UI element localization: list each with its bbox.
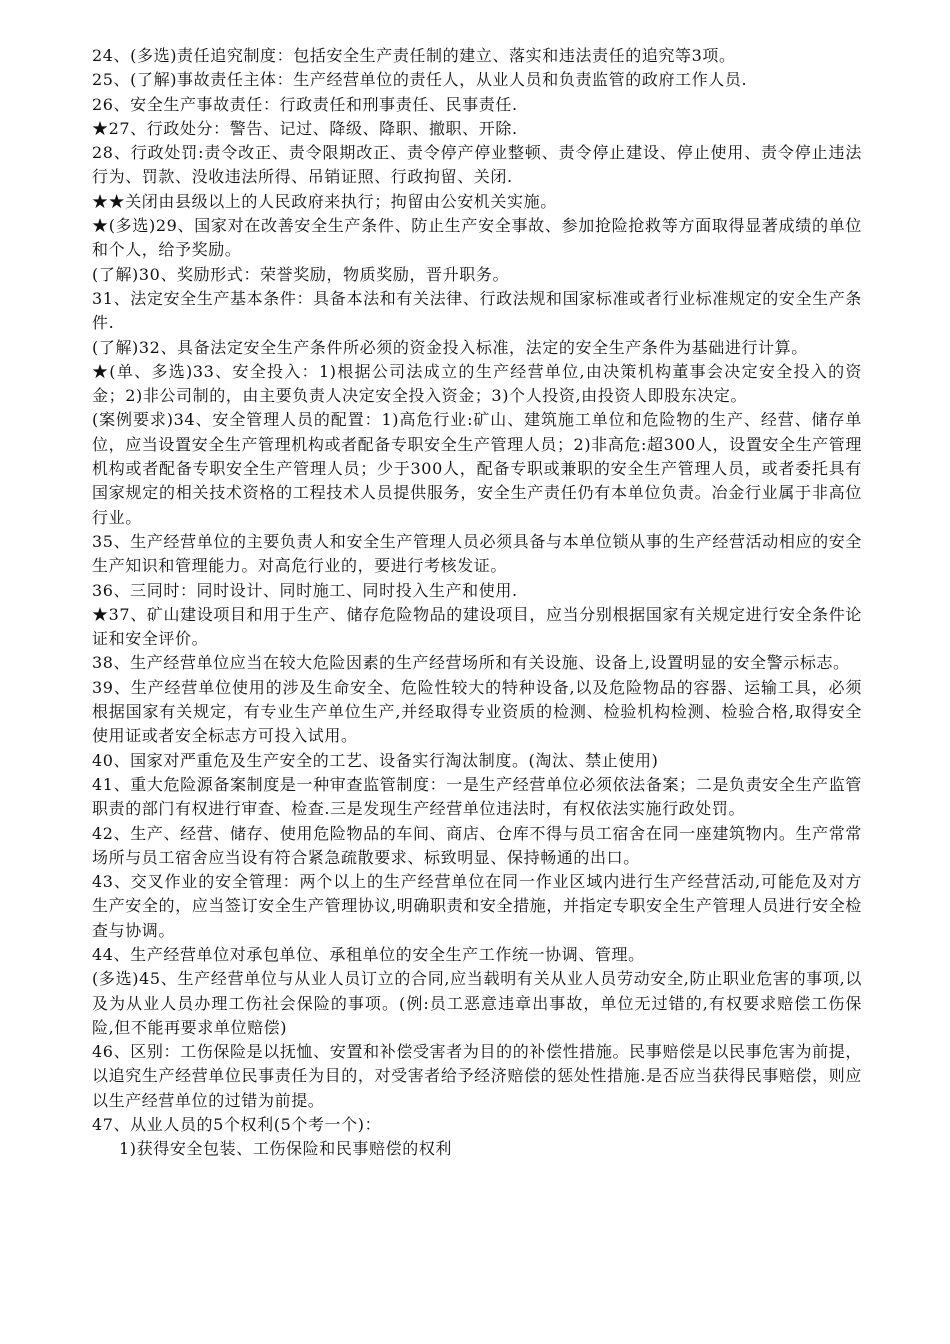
- paragraph-42: 42、生产、经营、储存、使用危险物品的车间、商店、仓库不得与员工宿舍在同一座建筑物内。生产常常场所与员工宿舍应当设有符合紧急疏散要求、标致明显、保持畅通的出口。: [92, 823, 862, 867]
- paragraph-39: 39、生产经营单位使用的涉及生命安全、危险性较大的特种设备,以及危险物品的容器、运输工具，必须根据国家有关规定，有专业生产单位生产,并经取得专业资质的检测、检验机构检测、检验合格,取得安全使用证或者安全标志方可投入试用。: [92, 677, 862, 746]
- paragraph-26: 26、安全生产事故责任：行政责任和刑事责任、民事责任.: [92, 94, 518, 114]
- paragraph-30: (了解)30、奖励形式：荣誉奖励，物质奖励，晋升职务。: [92, 264, 510, 284]
- paragraph-24: 24、(多选)责任追究制度：包括安全生产责任制的建立、落实和违法责任的追究等3项。: [92, 46, 736, 65]
- paragraph-37: ★37、矿山建设项目和用于生产、储存危险物品的建设项目，应当分别根据国家有关规定进行安全条件论证和安全评价。: [92, 604, 862, 649]
- paragraph-38: 38、生产经营单位应当在较大危险因素的生产经营场所和有关设施、设备上,设置明显的安全警示标志。: [92, 653, 850, 673]
- paragraph-27: ★27、行政处分：警告、记过、降级、降职、撤职、开除.: [92, 118, 518, 138]
- paragraph-28: 28、行政处罚:责令改正、责令限期改正、责令停产停业整顿、责令停止建设、停止使用、责令停止违法行为、罚款、没收违法所得、吊销证照、行政拘留、关闭.: [92, 143, 862, 187]
- paragraph-34: (案例要求)34、安全管理人员的配置：1)高危行业:矿山、建筑施工单位和危险物的生产、经营、储存单位，应当设置安全生产管理机构或者配备专职安全生产管理人员；2)非高危:超300人，设置安全生产管理机构或者配备专职安全生产管理人员；少于300人，配备专职或兼职的安全生产管理人员，或者委托具有国家规定的相关技术资格的工程技术人员提供服务，安全生产责任仍有本单位负责。冶金行业属于非高位行业。: [92, 410, 862, 527]
- paragraph-28-note: ★★关闭由县级以上的人民政府来执行；拘留由公安机关实施。: [92, 191, 557, 211]
- paragraph-36: 36、三同时：同时设计、同时施工、同时投入生产和使用.: [92, 580, 518, 600]
- paragraph-44: 44、生产经营单位对承包单位、承租单位的安全生产工作统一协调、管理。: [92, 944, 645, 964]
- paragraph-31: 31、法定安全生产基本条件：具备本法和有关法律、行政法规和国家标准或者行业标准规定的安全生产条件.: [92, 288, 862, 333]
- paragraph-40: 40、国家对严重危及生产安全的工艺、设备实行淘汰制度。(淘汰、禁止使用): [92, 750, 659, 770]
- paragraph-25: 25、(了解)事故责任主体：生产经营单位的责任人，从业人员和负责监管的政府工作人员.: [92, 70, 748, 90]
- paragraph-45: (多选)45、生产经营单位与从业人员订立的合同,应当载明有关从业人员劳动安全,防止职业危害的事项,以及为从业人员办理工伤社会保险的事项。(例:员工恶意违章出事故，单位无过错的,有权要求赔偿工伤保险,但不能再要求单位赔偿): [92, 969, 862, 1037]
- paragraph-46: 46、区别：工伤保险是以抚恤、安置和补偿受害者为目的的补偿性措施。民事赔偿是以民事危害为前提，以追究生产经营单位民事责任为目的，对受害者给予经济赔偿的惩处性措施.是否应当获得民事赔偿，则应以生产经营单位的过错为前提。: [92, 1042, 862, 1110]
- paragraph-35: 35、生产经营单位的主要负责人和安全生产管理人员必须具备与本单位锁从事的生产经营活动相应的安全生产知识和管理能力。对高危行业的，要进行考核发证。: [92, 531, 862, 576]
- paragraph-47: 47、从业人员的5个权利(5个考一个)：: [92, 1115, 382, 1135]
- paragraph-29: ★(多选)29、国家对在改善安全生产条件、防止生产安全事故、参加抢险抢救等方面取得显著成绩的单位和个人，给予奖励。: [92, 216, 862, 260]
- document-body: [92, 44, 862, 1162]
- paragraph-41: 41、重大危险源备案制度是一种审查监管制度：一是生产经营单位必须依法备案；二是负责安全生产监管职责的部门有权进行审查、检查.三是发现生产经营单位违法时，有权依法实施行政处罚。: [92, 774, 862, 819]
- paragraph-33: ★(单、多选)33、安全投入：1)根据公司法成立的生产经营单位,由决策机构董事会决定安全投入的资金；2)非公司制的，由主要负责人决定安全投入资金；3)个人投资,由投资人即股东决定。: [92, 361, 862, 406]
- paragraph-32: (了解)32、具备法定安全生产条件所必须的资金投入标准，法定的安全生产条件为基础进行计算。: [92, 337, 808, 357]
- paragraph-43: 43、交叉作业的安全管理：两个以上的生产经营单位在同一作业区域内进行生产经营活动,可能危及对方生产安全的，应当签订安全生产管理协议,明确职责和安全措施，并指定专职安全生产管理人员进行安全检查与协调。: [92, 872, 862, 940]
- paragraph-47-item-1: 1)获得安全包装、工伤保险和民事赔偿的权利: [119, 1139, 453, 1159]
